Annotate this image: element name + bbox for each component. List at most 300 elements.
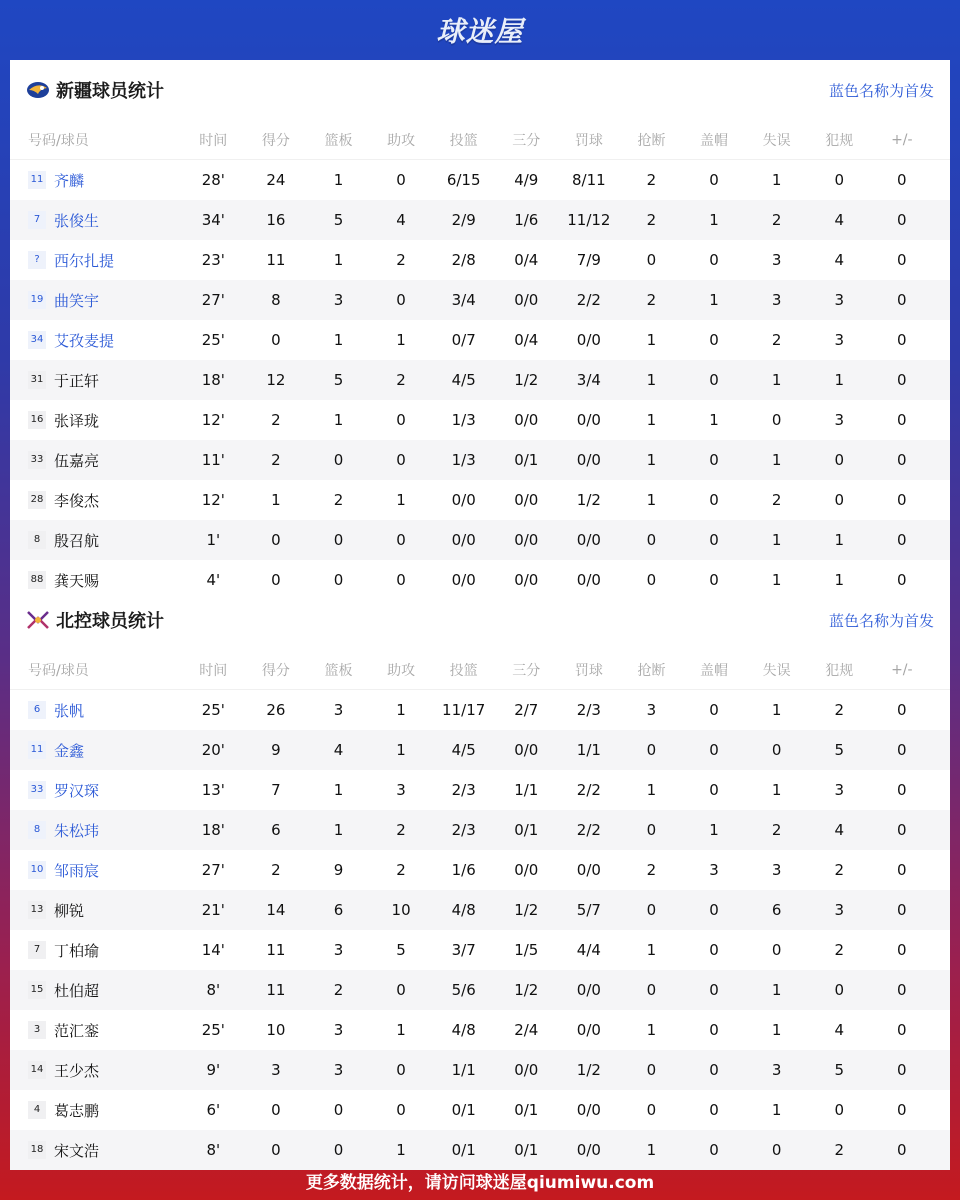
stat-cell: 0/0 xyxy=(576,411,601,429)
stat-cell: 2 xyxy=(271,861,281,879)
stat-cell: 2 xyxy=(646,291,657,309)
stat-cell: 0 xyxy=(897,981,907,999)
stat-cell: 0/0 xyxy=(451,491,476,509)
stat-cell: 0 xyxy=(646,981,657,999)
stat-cell: 3 xyxy=(271,1061,281,1079)
column-header: 号码/球员 xyxy=(28,662,89,679)
stat-cell: 3 xyxy=(834,781,844,799)
column-header: 篮板 xyxy=(324,662,353,679)
jersey-number: 8 xyxy=(28,821,46,839)
stat-cell: 1 xyxy=(771,701,782,719)
stat-cell: 1/2 xyxy=(514,901,539,919)
jersey-number: 28 xyxy=(28,491,46,509)
jersey-number: 11 xyxy=(28,171,46,189)
player-name[interactable]: 葛志鹏 xyxy=(54,1101,100,1120)
jersey-number: 4 xyxy=(28,1101,46,1119)
stat-cell: 0 xyxy=(897,701,907,719)
stat-cell: 0 xyxy=(771,411,782,429)
stat-cell: 2/4 xyxy=(514,1021,539,1039)
stat-cell: 1 xyxy=(646,331,657,349)
stat-cell: 1 xyxy=(333,331,344,349)
stat-cell: 6 xyxy=(271,821,281,839)
player-name[interactable]: 朱松玮 xyxy=(54,821,100,840)
stat-cell: 0/1 xyxy=(514,1101,539,1119)
site-logo[interactable]: 球迷屋 xyxy=(436,15,524,48)
player-cell xyxy=(10,860,182,881)
player-name[interactable]: 于正轩 xyxy=(54,371,100,390)
footer-banner xyxy=(0,1160,960,1200)
column-header: 助攻 xyxy=(387,662,416,679)
player-row[interactable] xyxy=(10,1050,950,1090)
jersey-number: 33 xyxy=(28,451,46,469)
column-header: 时间 xyxy=(199,662,228,679)
stat-cell: 6/15 xyxy=(446,171,481,189)
stat-cell: 4/4 xyxy=(576,941,601,959)
player-name[interactable]: 殷召航 xyxy=(54,531,100,550)
stat-cell: 11 xyxy=(266,251,286,269)
player-cell xyxy=(10,980,182,1001)
jersey-number: 3 xyxy=(28,1021,46,1039)
jersey-number: 10 xyxy=(28,861,46,879)
jersey-number: 14 xyxy=(28,1061,46,1079)
stat-cell: 1/2 xyxy=(576,491,601,509)
player-row[interactable] xyxy=(10,690,950,730)
stat-cell: 11 xyxy=(266,941,286,959)
stat-cell: 3/4 xyxy=(576,371,601,389)
stat-cell: 0 xyxy=(396,411,406,429)
stat-cell: 8/11 xyxy=(572,171,606,189)
starter-note: 蓝色名称为首发 xyxy=(828,611,934,630)
player-name[interactable]: 张译珑 xyxy=(54,411,100,430)
stat-cell: 0 xyxy=(897,781,907,799)
starter-note: 蓝色名称为首发 xyxy=(828,81,934,100)
section-title: 北控球员统计 xyxy=(56,611,164,632)
stat-cell: 0 xyxy=(834,1101,844,1119)
stat-cell: 0 xyxy=(834,451,844,469)
player-name[interactable]: 龚天赐 xyxy=(54,571,100,590)
stat-cell: 0 xyxy=(897,371,907,389)
stat-cell: 2 xyxy=(271,411,281,429)
stat-cell: 7 xyxy=(271,781,281,799)
team-section-xinjiang xyxy=(10,60,950,600)
stat-cell: 1 xyxy=(333,251,344,269)
stat-cell: 1 xyxy=(396,701,406,719)
stat-cell: 1/3 xyxy=(451,411,476,429)
stat-cell: 0 xyxy=(271,1101,281,1119)
column-header: 得分 xyxy=(261,132,290,149)
stat-cell: 2/2 xyxy=(576,781,601,799)
stat-cell: 0 xyxy=(646,901,657,919)
stat-cell: 0 xyxy=(771,1141,782,1159)
stat-cell: 1 xyxy=(646,1021,657,1039)
stat-cell: 0/0 xyxy=(514,531,539,549)
stat-cell: 0 xyxy=(709,491,719,509)
player-name[interactable]: 罗汉琛 xyxy=(54,781,100,800)
stat-cell: 1/2 xyxy=(576,1061,601,1079)
stat-cell: 1/2 xyxy=(514,371,539,389)
stat-cell: 2 xyxy=(396,371,406,389)
jersey-number: 7 xyxy=(28,941,46,959)
player-cell xyxy=(10,1100,182,1121)
stat-cell: 25' xyxy=(201,701,225,719)
stat-cell: 11/17 xyxy=(442,701,486,719)
player-name[interactable]: 张帆 xyxy=(54,701,85,720)
stat-cell: 3 xyxy=(834,291,844,309)
stat-cell: 0 xyxy=(646,1061,657,1079)
player-name[interactable]: 艾孜麦提 xyxy=(54,331,115,350)
stat-cell: 0 xyxy=(333,451,344,469)
stat-cell: 1' xyxy=(206,531,221,549)
stat-cell: 9 xyxy=(333,861,344,879)
jersey-number: ? xyxy=(28,251,46,269)
column-header: 抢断 xyxy=(637,662,666,679)
stat-cell: 0/1 xyxy=(514,451,539,469)
player-name[interactable]: 伍嘉亮 xyxy=(54,451,100,470)
stat-cell: 0/0 xyxy=(514,291,539,309)
stat-cell: 3 xyxy=(333,1021,344,1039)
player-row[interactable] xyxy=(10,810,950,850)
stat-cell: 4/5 xyxy=(451,371,476,389)
stat-cell: 10 xyxy=(266,1021,286,1039)
player-cell xyxy=(10,1140,182,1161)
stat-cell: 8' xyxy=(206,1141,221,1159)
player-cell xyxy=(10,820,182,841)
stat-cell: 2 xyxy=(834,701,844,719)
player-row[interactable] xyxy=(10,160,950,200)
player-row[interactable] xyxy=(10,970,950,1010)
stat-cell: 0 xyxy=(709,941,719,959)
stat-cell: 0 xyxy=(897,821,907,839)
player-cell xyxy=(10,1020,182,1041)
player-row[interactable] xyxy=(10,280,950,320)
column-header: 失误 xyxy=(762,662,791,679)
player-row[interactable] xyxy=(10,770,950,810)
stat-cell: 0 xyxy=(396,571,406,589)
player-cell xyxy=(10,170,182,191)
jersey-number: 7 xyxy=(28,211,46,229)
stat-cell: 8 xyxy=(271,291,281,309)
stat-cell: 2 xyxy=(834,1141,844,1159)
stat-cell: 3 xyxy=(333,701,344,719)
stat-cell: 1 xyxy=(396,741,406,759)
stat-cell: 6' xyxy=(206,1101,221,1119)
stat-cell: 2 xyxy=(771,331,782,349)
section-title: 新疆球员统计 xyxy=(56,81,164,102)
section-header xyxy=(10,590,950,650)
stat-cell: 0/0 xyxy=(514,411,539,429)
stat-cell: 2 xyxy=(771,211,782,229)
player-row[interactable] xyxy=(10,200,950,240)
stat-cell: 14' xyxy=(201,941,225,959)
stat-cell: 0/1 xyxy=(451,1141,476,1159)
stat-cell: 0 xyxy=(897,861,907,879)
stat-cell: 7/9 xyxy=(576,251,601,269)
stat-cell: 0/0 xyxy=(514,571,539,589)
player-row[interactable] xyxy=(10,930,950,970)
stat-cell: 5 xyxy=(333,211,344,229)
stat-cell: 1 xyxy=(771,531,782,549)
stat-cell: 0 xyxy=(709,901,719,919)
section-header xyxy=(10,60,950,120)
player-row[interactable] xyxy=(10,360,950,400)
column-header: 投篮 xyxy=(449,662,478,679)
player-row[interactable] xyxy=(10,320,950,360)
app-header xyxy=(0,0,960,60)
stat-cell: 1 xyxy=(709,821,719,839)
stat-cell: 1 xyxy=(333,171,344,189)
stat-cell: 0 xyxy=(897,1021,907,1039)
stat-cell: 1 xyxy=(646,941,657,959)
stat-cell: 1 xyxy=(709,211,719,229)
player-name[interactable]: 丁柏瑜 xyxy=(54,941,100,960)
player-name[interactable]: 杜伯超 xyxy=(54,981,100,1000)
stat-cell: 2/2 xyxy=(576,821,601,839)
stat-cell: 0/0 xyxy=(514,741,539,759)
stat-cell: 0/0 xyxy=(576,451,601,469)
player-name[interactable]: 曲笑宇 xyxy=(54,291,100,310)
stat-cell: 0 xyxy=(897,941,907,959)
stat-cell: 4 xyxy=(834,211,844,229)
stat-cell: 1 xyxy=(771,571,782,589)
stat-cell: 3 xyxy=(834,901,844,919)
stat-cell: 8' xyxy=(206,981,221,999)
stat-cell: 1 xyxy=(333,411,344,429)
stat-cell: 3 xyxy=(771,861,782,879)
stat-cell: 0 xyxy=(897,491,907,509)
stat-cell: 0 xyxy=(897,171,907,189)
jersey-number: 6 xyxy=(28,701,46,719)
stat-cell: 0 xyxy=(709,1061,719,1079)
stat-cell: 0 xyxy=(333,1141,344,1159)
column-header: 号码/球员 xyxy=(28,132,89,149)
stat-cell: 3 xyxy=(396,781,406,799)
stat-cell: 1 xyxy=(771,451,782,469)
stat-cell: 11/12 xyxy=(567,211,611,229)
player-cell xyxy=(10,330,182,351)
jersey-number: 88 xyxy=(28,571,46,589)
stat-cell: 1 xyxy=(771,781,782,799)
stat-cell: 0/0 xyxy=(451,531,476,549)
stats-card xyxy=(10,60,950,1160)
jersey-number: 18 xyxy=(28,1141,46,1159)
stat-cell: 3 xyxy=(771,1061,782,1079)
stat-cell: 0 xyxy=(709,1101,719,1119)
stat-cell: 0 xyxy=(396,171,406,189)
stat-cell: 3 xyxy=(333,291,344,309)
column-header: 失误 xyxy=(762,132,791,149)
player-row[interactable] xyxy=(10,1010,950,1050)
footer-link[interactable]: 更多数据统计，请访问球迷屋qiumiwu.com xyxy=(305,1172,655,1193)
stat-cell: 1 xyxy=(709,291,719,309)
stat-cell: 3 xyxy=(333,941,344,959)
stat-cell: 3 xyxy=(834,331,844,349)
stat-cell: 2 xyxy=(646,171,657,189)
player-cell xyxy=(10,1060,182,1081)
stat-cell: 27' xyxy=(201,861,225,879)
stat-cell: 0 xyxy=(834,491,844,509)
stat-cell: 3 xyxy=(333,1061,344,1079)
stat-cell: 25' xyxy=(201,1021,225,1039)
player-row[interactable] xyxy=(10,890,950,930)
stat-cell: 0 xyxy=(709,251,719,269)
player-name[interactable]: 金鑫 xyxy=(54,741,85,760)
player-cell xyxy=(10,570,182,591)
stat-cell: 0 xyxy=(709,1021,719,1039)
stat-cell: 4 xyxy=(834,821,844,839)
stat-cell: 27' xyxy=(201,291,225,309)
stat-cell: 2/7 xyxy=(514,701,539,719)
stat-cell: 24 xyxy=(266,171,286,189)
stat-cell: 2 xyxy=(771,821,782,839)
column-header: 犯规 xyxy=(825,662,854,679)
stat-cell: 0 xyxy=(396,291,406,309)
stat-cell: 0 xyxy=(646,741,657,759)
stat-cell: 2 xyxy=(333,981,344,999)
stat-cell: 0/1 xyxy=(451,1101,476,1119)
stat-cell: 0 xyxy=(897,251,907,269)
stat-cell: 0/4 xyxy=(514,331,539,349)
jersey-number: 33 xyxy=(28,781,46,799)
player-cell xyxy=(10,450,182,471)
stat-cell: 0/7 xyxy=(451,331,476,349)
stat-cell: 0 xyxy=(709,451,719,469)
stat-cell: 18' xyxy=(201,371,225,389)
column-header: 盖帽 xyxy=(700,662,729,679)
stat-cell: 0/0 xyxy=(576,1021,601,1039)
stat-cell: 13' xyxy=(201,781,225,799)
stat-cell: 1/6 xyxy=(451,861,476,879)
stat-cell: 0 xyxy=(834,981,844,999)
stat-cell: 0 xyxy=(333,571,344,589)
player-name[interactable]: 西尔扎提 xyxy=(54,251,115,270)
player-name[interactable]: 宋文浩 xyxy=(54,1141,100,1160)
stat-cell: 0 xyxy=(897,1061,907,1079)
player-cell xyxy=(10,410,182,431)
stat-cell: 0/0 xyxy=(576,531,601,549)
stat-cell: 34' xyxy=(201,211,225,229)
player-row[interactable] xyxy=(10,400,950,440)
column-header: +/- xyxy=(891,131,913,148)
stat-cell: 2/3 xyxy=(451,821,476,839)
stat-cell: 1 xyxy=(646,491,657,509)
stat-cell: 0 xyxy=(897,331,907,349)
stat-cell: 0/1 xyxy=(514,1141,539,1159)
team-section-beikong xyxy=(10,590,950,1170)
stat-cell: 1 xyxy=(771,981,782,999)
stat-cell: 1 xyxy=(834,571,844,589)
stat-cell: 1 xyxy=(771,171,782,189)
player-row[interactable] xyxy=(10,480,950,520)
stat-cell: 3 xyxy=(646,701,657,719)
stat-cell: 2 xyxy=(271,451,281,469)
player-row[interactable] xyxy=(10,440,950,480)
table-header-row xyxy=(10,650,950,690)
stat-cell: 18' xyxy=(201,821,225,839)
stat-cell: 2 xyxy=(396,861,406,879)
stat-cell: 6 xyxy=(771,901,782,919)
player-row[interactable] xyxy=(10,520,950,560)
player-cell xyxy=(10,370,182,391)
column-header: 盖帽 xyxy=(700,132,729,149)
stat-cell: 0 xyxy=(897,1141,907,1159)
player-cell xyxy=(10,530,182,551)
stat-cell: 0/0 xyxy=(514,491,539,509)
stat-cell: 9 xyxy=(271,741,281,759)
stat-cell: 5/6 xyxy=(451,981,476,999)
table-header-row xyxy=(10,120,950,160)
stat-cell: 1 xyxy=(333,821,344,839)
stat-cell: 0 xyxy=(709,1141,719,1159)
stat-cell: 1 xyxy=(771,1021,782,1039)
player-row[interactable] xyxy=(10,850,950,890)
column-header: 投篮 xyxy=(449,132,478,149)
stat-cell: 1 xyxy=(396,491,406,509)
player-name[interactable]: 王少杰 xyxy=(54,1061,100,1080)
stat-cell: 4' xyxy=(206,571,221,589)
player-name[interactable]: 邹雨宸 xyxy=(54,861,100,880)
player-row[interactable] xyxy=(10,1090,950,1130)
jersey-number: 31 xyxy=(28,371,46,389)
stat-cell: 0 xyxy=(396,981,406,999)
stat-cell: 0 xyxy=(709,701,719,719)
stat-cell: 4 xyxy=(834,1021,844,1039)
player-row[interactable] xyxy=(10,730,950,770)
column-header: 三分 xyxy=(512,132,541,149)
stat-cell: 0 xyxy=(897,411,907,429)
beikong-team-logo-icon xyxy=(26,608,50,632)
stat-cell: 3/4 xyxy=(451,291,476,309)
player-row[interactable] xyxy=(10,240,950,280)
stat-cell: 0 xyxy=(709,531,719,549)
stat-cell: 1 xyxy=(834,531,844,549)
stat-cell: 2 xyxy=(396,251,406,269)
stat-cell: 2/3 xyxy=(576,701,601,719)
player-name[interactable]: 齐麟 xyxy=(54,171,85,190)
xinjiang-team-logo-icon xyxy=(26,78,50,102)
stat-cell: 5 xyxy=(834,1061,844,1079)
stat-cell: 5 xyxy=(396,941,406,959)
stat-cell: 3 xyxy=(834,411,844,429)
stat-cell: 1 xyxy=(396,1141,406,1159)
player-cell xyxy=(10,940,182,961)
stat-cell: 1 xyxy=(396,1021,406,1039)
stat-cell: 0 xyxy=(709,331,719,349)
jersey-number: 16 xyxy=(28,411,46,429)
player-name[interactable]: 柳锐 xyxy=(54,901,85,920)
stat-cell: 2 xyxy=(646,211,657,229)
stat-cell: 0 xyxy=(271,531,281,549)
jersey-number: 34 xyxy=(28,331,46,349)
stat-cell: 0 xyxy=(897,571,907,589)
stat-cell: 3 xyxy=(771,251,782,269)
stat-cell: 0 xyxy=(271,571,281,589)
player-name[interactable]: 张俊生 xyxy=(54,211,100,230)
stat-cell: 4/9 xyxy=(514,171,539,189)
stat-cell: 1 xyxy=(396,331,406,349)
column-header: 篮板 xyxy=(324,132,353,149)
player-name[interactable]: 李俊杰 xyxy=(54,491,100,510)
stat-cell: 0/0 xyxy=(514,861,539,879)
stat-cell: 0 xyxy=(897,291,907,309)
stat-cell: 0 xyxy=(709,371,719,389)
stat-cell: 4 xyxy=(396,211,406,229)
stat-cell: 2 xyxy=(396,821,406,839)
player-name[interactable]: 范汇銮 xyxy=(54,1021,100,1040)
stat-cell: 4/8 xyxy=(451,1021,476,1039)
stat-cell: 0 xyxy=(646,821,657,839)
stat-cell: 0/0 xyxy=(576,331,601,349)
stat-cell: 23' xyxy=(201,251,225,269)
